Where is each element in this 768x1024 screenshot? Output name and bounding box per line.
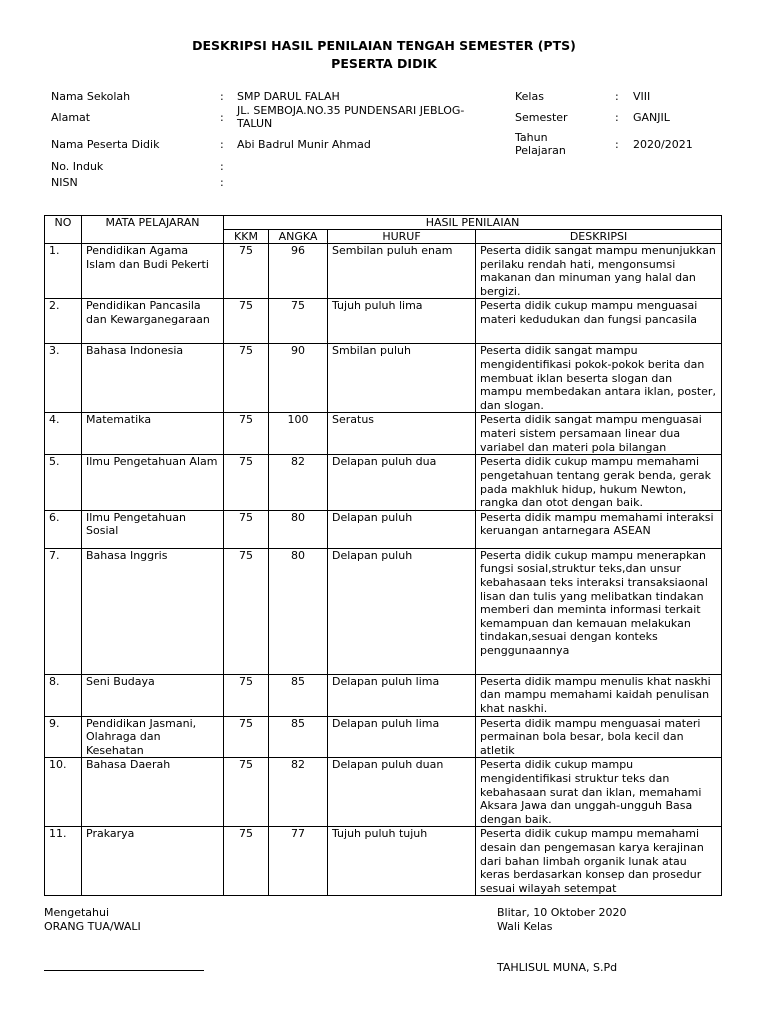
- info-colon: :: [615, 90, 619, 103]
- cell-no: 7.: [45, 548, 82, 674]
- cell-kkm: 75: [224, 827, 269, 896]
- cell-description: Peserta didik cukup mampu menguasai materi kedudukan dan fungsi pancasila: [476, 299, 722, 344]
- signature-parent-label: ORANG TUA/WALI: [44, 920, 141, 933]
- cell-kkm: 75: [224, 716, 269, 758]
- cell-no: 9.: [45, 716, 82, 758]
- header-description: DESKRIPSI: [476, 230, 722, 244]
- header-letter: HURUF: [328, 230, 476, 244]
- cell-score: 85: [269, 674, 328, 716]
- cell-kkm: 75: [224, 674, 269, 716]
- info-colon: :: [615, 138, 619, 151]
- table-row: [45, 244, 722, 299]
- signature-teacher-name: TAHLISUL MUNA, S.Pd: [497, 961, 618, 974]
- cell-letter: Delapan puluh duan: [328, 758, 476, 827]
- cell-score: 90: [269, 344, 328, 413]
- info-value-semester: GANJIL: [633, 111, 670, 124]
- header-score: ANGKA: [269, 230, 328, 244]
- document-title: DESKRIPSI HASIL PENILAIAN TENGAH SEMESTER (PTS): [192, 38, 576, 53]
- cell-score: 82: [269, 455, 328, 510]
- table-row: [45, 548, 722, 674]
- cell-no: 1.: [45, 244, 82, 299]
- cell-kkm: 75: [224, 299, 269, 344]
- table-row: [45, 758, 722, 827]
- cell-description: Peserta didik cukup mampu menerapkan fungsi sosial,struktur teks,dan unsur kebahasaan teks interaksi transaksiaonal lisan dan tulis yang melibatkan tindakan memberi dan meminta informasi terkait kemampuan dan kemauan melakukan tindakan,sesuai dengan konteks penggunaannya: [476, 548, 722, 674]
- info-label-school: Nama Sekolah: [51, 90, 131, 103]
- cell-score: 100: [269, 413, 328, 455]
- cell-subject: Ilmu Pengetahuan Sosial: [82, 510, 224, 548]
- cell-no: 4.: [45, 413, 82, 455]
- cell-letter: Delapan puluh: [328, 548, 476, 674]
- cell-score: 85: [269, 716, 328, 758]
- cell-subject: Pendidikan Agama Islam dan Budi Pekerti: [82, 244, 224, 299]
- info-label-year: Tahun Pelajaran: [515, 131, 566, 157]
- cell-no: 2.: [45, 299, 82, 344]
- cell-kkm: 75: [224, 510, 269, 548]
- info-value-school: SMP DARUL FALAH: [237, 90, 340, 103]
- table-row: [45, 299, 722, 344]
- cell-letter: Tujuh puluh lima: [328, 299, 476, 344]
- cell-description: Peserta didik cukup mampu memahami pengetahuan tentang gerak benda, gerak pada makhluk hidup, hukum Newton, rangka dan otot dengan baik.: [476, 455, 722, 510]
- cell-score: 80: [269, 510, 328, 548]
- info-label-semester: Semester: [515, 111, 568, 124]
- info-colon: :: [615, 111, 619, 124]
- info-value-class: VIII: [633, 90, 651, 103]
- cell-letter: Seratus: [328, 413, 476, 455]
- cell-score: 75: [269, 299, 328, 344]
- cell-letter: Smbilan puluh: [328, 344, 476, 413]
- cell-letter: Delapan puluh dua: [328, 455, 476, 510]
- grades-table: [44, 215, 722, 896]
- cell-subject: Ilmu Pengetahuan Alam: [82, 455, 224, 510]
- cell-subject: Bahasa Daerah: [82, 758, 224, 827]
- info-label-address: Alamat: [51, 111, 91, 124]
- cell-subject: Pendidikan Pancasila dan Kewarganegaraan: [82, 299, 224, 344]
- cell-kkm: 75: [224, 344, 269, 413]
- document-subtitle: PESERTA DIDIK: [331, 56, 437, 71]
- table-row: [45, 674, 722, 716]
- cell-description: Peserta didik mampu menguasai materi permainan bola besar, bola kecil dan atletik: [476, 716, 722, 758]
- cell-score: 77: [269, 827, 328, 896]
- cell-kkm: 75: [224, 244, 269, 299]
- cell-subject: Pendidikan Jasmani, Olahraga dan Kesehatan: [82, 716, 224, 758]
- cell-description: Peserta didik cukup mampu memahami desain dan pengemasan karya kerajinan dari bahan limbah organik lunak atau keras berdasarkan konsep dan prosedur sesuai wilayah setempat: [476, 827, 722, 896]
- signature-place-date: Blitar, 10 Oktober 2020: [497, 906, 627, 919]
- cell-description: Peserta didik sangat mampu menunjukkan perilaku rendah hati, mengonsumsi makanan dan minuman yang halal dan bergizi.: [476, 244, 722, 299]
- info-value-student: Abi Badrul Munir Ahmad: [237, 138, 371, 151]
- header-result: HASIL PENILAIAN: [224, 216, 722, 230]
- signature-know-label: Mengetahui: [44, 906, 110, 919]
- signature-teacher-label: Wali Kelas: [497, 920, 553, 933]
- info-colon: :: [220, 90, 224, 103]
- info-label-nisn: NISN: [51, 176, 78, 189]
- cell-no: 6.: [45, 510, 82, 548]
- cell-no: 5.: [45, 455, 82, 510]
- header-subject: MATA PELAJARAN: [82, 216, 224, 244]
- table-row: [45, 455, 722, 510]
- info-colon: :: [220, 111, 224, 124]
- info-value-year: 2020/2021: [633, 138, 693, 151]
- header-kkm: KKM: [224, 230, 269, 244]
- info-colon: :: [220, 138, 224, 151]
- cell-description: Peserta didik mampu menulis khat naskhi dan mampu memahami kaidah penulisan khat naskhi.: [476, 674, 722, 716]
- table-row: [45, 510, 722, 548]
- cell-no: 8.: [45, 674, 82, 716]
- header-no: NO: [45, 216, 82, 244]
- cell-letter: Delapan puluh: [328, 510, 476, 548]
- info-value-address: JL. SEMBOJA.NO.35 PUNDENSARI JEBLOG-TALUN: [237, 104, 465, 130]
- cell-description: Peserta didik cukup mampu mengidentifikasi struktur teks dan kebahasaan surat dan iklan, memahami Aksara Jawa dan unggah-ungguh Basa dengan baik.: [476, 758, 722, 827]
- info-label-induk: No. Induk: [51, 160, 104, 173]
- info-colon: :: [220, 176, 224, 189]
- cell-subject: Matematika: [82, 413, 224, 455]
- table-row: [45, 716, 722, 758]
- info-label-class: Kelas: [515, 90, 544, 103]
- cell-kkm: 75: [224, 548, 269, 674]
- cell-no: 3.: [45, 344, 82, 413]
- cell-description: Peserta didik mampu memahami interaksi keruangan antarnegara ASEAN: [476, 510, 722, 548]
- cell-kkm: 75: [224, 413, 269, 455]
- signature-line: [44, 970, 204, 971]
- table-row: [45, 344, 722, 413]
- cell-description: Peserta didik sangat mampu mengidentifikasi pokok-pokok berita dan membuat iklan beserta slogan dan mampu membedakan antara iklan, poster, dan slogan.: [476, 344, 722, 413]
- cell-letter: Tujuh puluh tujuh: [328, 827, 476, 896]
- cell-letter: Delapan puluh lima: [328, 716, 476, 758]
- table-row: [45, 827, 722, 896]
- cell-letter: Delapan puluh lima: [328, 674, 476, 716]
- table-row: [45, 413, 722, 455]
- cell-subject: Seni Budaya: [82, 674, 224, 716]
- info-colon: :: [220, 160, 224, 173]
- cell-kkm: 75: [224, 758, 269, 827]
- cell-kkm: 75: [224, 455, 269, 510]
- cell-score: 80: [269, 548, 328, 674]
- cell-subject: Bahasa Indonesia: [82, 344, 224, 413]
- cell-description: Peserta didik sangat mampu menguasai materi sistem persamaan linear dua variabel dan materi pola bilangan: [476, 413, 722, 455]
- cell-no: 11.: [45, 827, 82, 896]
- cell-subject: Bahasa Inggris: [82, 548, 224, 674]
- cell-letter: Sembilan puluh enam: [328, 244, 476, 299]
- cell-score: 82: [269, 758, 328, 827]
- info-label-student: Nama Peserta Didik: [51, 138, 160, 151]
- cell-score: 96: [269, 244, 328, 299]
- cell-subject: Prakarya: [82, 827, 224, 896]
- cell-no: 10.: [45, 758, 82, 827]
